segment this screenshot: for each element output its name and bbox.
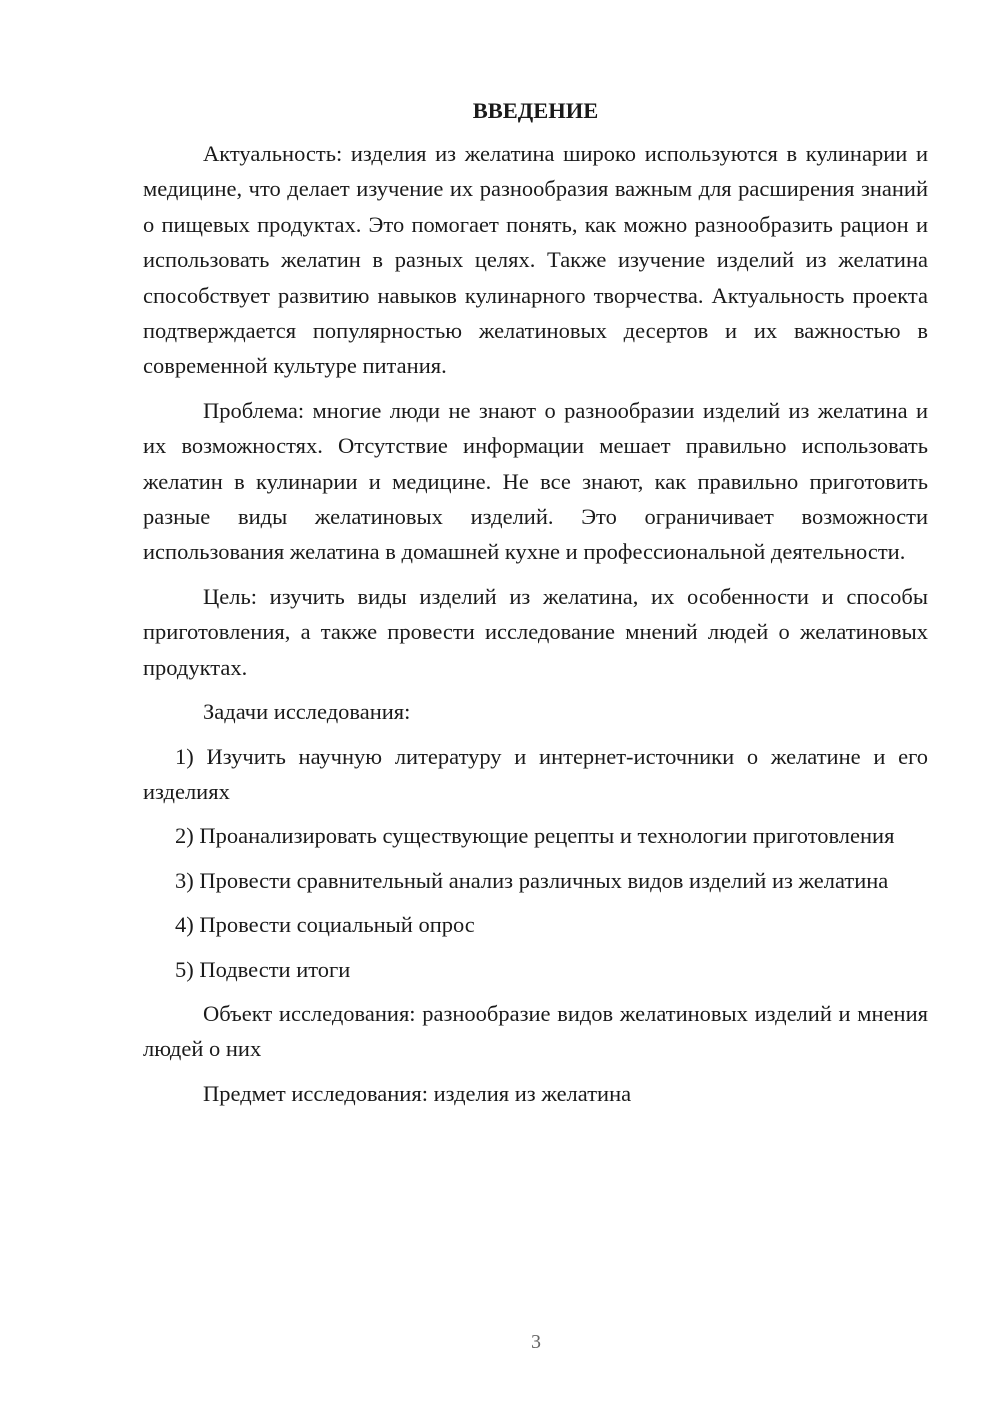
section-heading: ВВЕДЕНИЕ xyxy=(472,98,599,123)
relevance-paragraph: Актуальность: изделия из желатина широко используются в кулинарии и медицине, что делает изучение их разнообразия важным для расширения знаний о пищевых продуктах. Это помогает понять, как можно разнообразить рацион и использовать желатин в разных целях. Также изучение изделий из желатина способствует развитию навыков кулинарного творчества. Актуальность проекта подтверждается популярностью желатиновых десертов и их важностью в современной культуре питания. xyxy=(143,141,928,379)
task-item-5: 5) Подвести итоги xyxy=(175,956,351,982)
tasks-heading: Задачи исследования: xyxy=(203,699,411,725)
problem-paragraph: Проблема: многие люди не знают о разнообразии изделий из желатина и их возможностях. Отсутствие информации мешает правильно использовать желатин в кулинарии и медицине. Не все знают, как правильно приготовить разные виды желатиновых изделий. Это ограничивает возможности использования желатина в домашней кухне и профессиональной деятельности. xyxy=(143,397,928,565)
subject-paragraph: Предмет исследования: изделия из желатина xyxy=(203,1080,632,1106)
task-item-1: 1) Изучить научную литературу и интернет-источники о желатине и его изделиях xyxy=(143,743,928,804)
task-item-2: 2) Проанализировать существующие рецепты и технологии приготовления xyxy=(175,823,895,849)
task-item-4: 4) Провести социальный опрос xyxy=(175,912,475,938)
page-content xyxy=(143,94,928,1120)
goal-paragraph: Цель: изучить виды изделий из желатина, их особенности и способы приготовления, а также провести исследование мнений людей о желатиновых продуктах. xyxy=(143,583,928,680)
page-number: 3 xyxy=(531,1331,541,1353)
task-item-3: 3) Провести сравнительный анализ различных видов изделий из желатина xyxy=(175,867,889,893)
object-paragraph: Объект исследования: разнообразие видов желатиновых изделий и мнения людей о них xyxy=(143,1000,928,1062)
